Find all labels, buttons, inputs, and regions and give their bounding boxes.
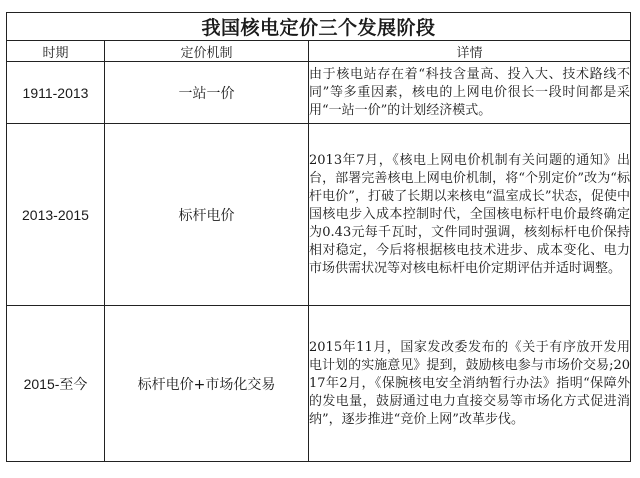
period-cell: 1911-2013 — [7, 62, 105, 124]
title-row — [7, 13, 631, 41]
mechanism-cell: 标杆电价+市场化交易 — [105, 306, 309, 462]
header-period: 时期 — [7, 41, 105, 62]
details-cell: 2015年11月，国家发改委发布的《关于有序放开发用电计划的实施意见》提到，鼓励核电参与市场价交易;2017年2月，《保腕核电安全消纳暂行办法》指明“保障外的发电量，鼓厨通过电力直接交易等市场化方式促进消纳”，逐步推进“竞价上网”改革步伐。 — [309, 306, 631, 462]
details-cell: 2013年7月，《核电上网电价机制有关问题的通知》出台，部署完善核电上网电价机制，将“个别定价”改为“标杆电价”，打破了长期以来核电“温室成长”状态，促使中国核电步入成本控制时代，全国核电标杆电价最终确定为0.43元每千瓦时，文件同时强调，核刻标杆电价保持相对稳定，今后将根据核电技术进步、成本变化、电力市场供需状况等对核电标杆电价定期评估并适时调整。 — [309, 124, 631, 306]
table-row — [7, 62, 631, 124]
table-row — [7, 306, 631, 462]
header-details: 详情 — [309, 41, 631, 62]
table-title: 我国核电定价三个发展阶段 — [7, 13, 631, 41]
mechanism-cell: 一站一价 — [105, 62, 309, 124]
details-cell: 由于核电站存在着“科技含量高、投入大、技术路线不同”等多重因素，核电的上网电价很长一段时间都是采用“一站一价”的计划经济模式。 — [309, 62, 631, 124]
header-row — [7, 41, 631, 62]
mechanism-cell: 标杆电价 — [105, 124, 309, 306]
nuclear-pricing-table — [6, 12, 631, 462]
period-cell: 2015-至今 — [7, 306, 105, 462]
period-cell: 2013-2015 — [7, 124, 105, 306]
header-mechanism: 定价机制 — [105, 41, 309, 62]
table-row — [7, 124, 631, 306]
